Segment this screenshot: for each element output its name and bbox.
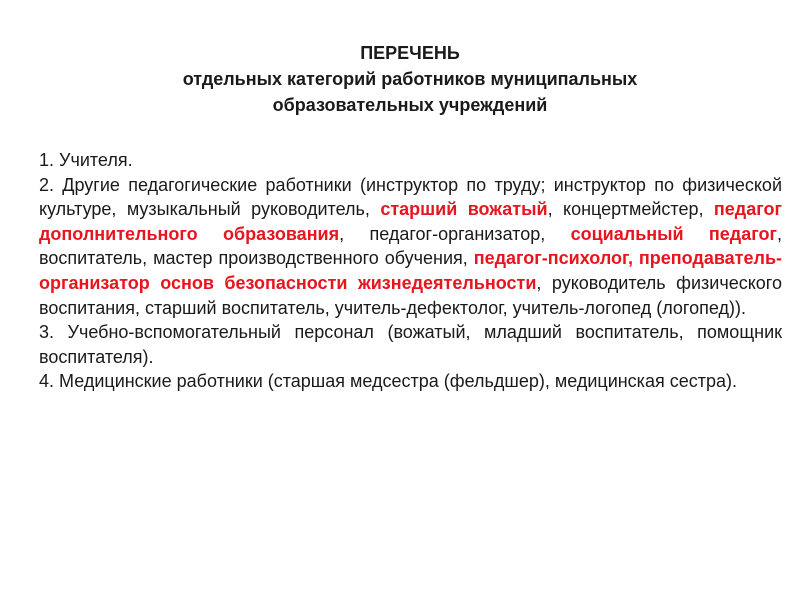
highlight-social-teacher: социальный педагог (570, 223, 777, 244)
list-item-2 (39, 173, 782, 321)
title-line-2: отдельных категорий работников муниципальных (182, 69, 638, 89)
title-line-1: ПЕРЕЧЕНЬ (360, 43, 460, 63)
highlight-psychologist-safety-organizer: педагог-психолог, преподаватель-организатор основ безопасности жизнедеятельности (39, 248, 783, 293)
list-item-2-text-5: , руководитель физического воспитания, старший воспитатель, учитель-дефектолог, учитель-логопед (логопед)). (39, 272, 782, 318)
list-item-2-text-4: , воспитатель, мастер производственного обучения, (39, 223, 783, 269)
list-item-1: 1. Учителя. (39, 150, 133, 170)
list-item-2-text-1: 2. Другие педагогические работники (инструктор по труду; инструктор по физической культуре, музыкальный руководитель, (39, 174, 782, 220)
list-item-3: 3. Учебно-вспомогательный персонал (вожатый, младший воспитатель, помощник воспитателя). (39, 322, 782, 367)
title-line-3: образовательных учреждений (272, 95, 548, 115)
highlight-additional-education-teacher: педагог дополнительного образования (39, 199, 782, 244)
list-item-2-text-2: , концертмейстер, (547, 199, 714, 220)
page-title (100, 40, 720, 118)
list-item-4: 4. Медицинские работники (старшая медсестра (фельдшер), медицинская сестра). (39, 371, 737, 392)
highlight-senior-counselor: старший вожатый (380, 199, 548, 220)
list-body (39, 148, 782, 394)
list-item-2-text-3: , педагог-организатор, (339, 223, 571, 244)
